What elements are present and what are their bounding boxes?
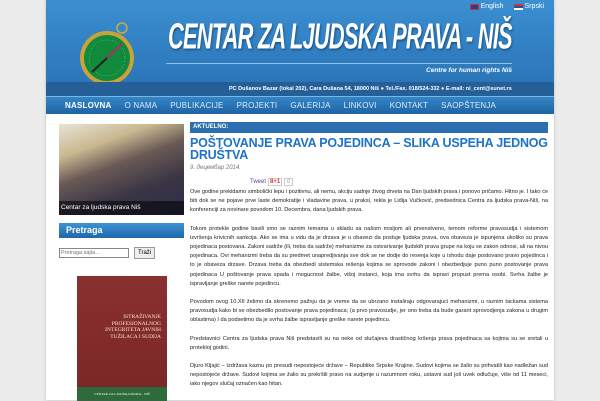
book-title: ISTRAŽIVANJE PROFESIONALNOG INTEGRITETA JAVNIH TUŽILACA I SUDIJA — [105, 314, 161, 340]
article-body — [190, 188, 548, 390]
page-container — [46, 0, 554, 400]
nav-linkovi[interactable]: LINKOVI — [343, 101, 377, 110]
language-switcher — [470, 3, 544, 10]
serbia-flag-icon — [514, 4, 523, 10]
nav-publikacije[interactable]: PUBLIKACIJE — [170, 101, 224, 110]
divider — [166, 63, 512, 64]
paragraph: Predstavnici Centra za ljudska prava Niš predstavili su na neke od slučajeva drastičnog kršenja prava pojedinaca sa kojima su se sretali u protekloj godini. — [190, 335, 548, 351]
contact-bar: PC Dušanov Bazar (lokal 202), Cara Dušana 54, 18000 Niš ● Tel./Fax. 018/524-332 ● E-mail: ni_cent@eunet.rs — [46, 82, 554, 96]
search-input[interactable] — [59, 248, 129, 258]
site-header — [46, 0, 554, 96]
google-plus-button[interactable]: 8+1 — [270, 179, 281, 185]
photo-caption: Centar za ljudska prava Niš — [59, 201, 184, 215]
section-label: AKTUELNO: — [190, 122, 548, 133]
uk-flag-icon — [470, 4, 479, 10]
sidebar — [59, 124, 184, 401]
search-form — [59, 247, 184, 259]
paragraph: Ove godine prekidamo simbolički lepu i pozitivnu, ali nemu, akciju sadnje živog drveta na Dan ljudskih prava i ponovo pričamo. Hitno je. I tako će biti dok se ne pojave prve laste demokratije i vladavine prava, u praksi, rekla je Lidija Vučković, predsednica Centra za ljudska prava-Niš, na konferenciji za novinare povodom 10. Decembra, dana ljudskih prava. — [190, 189, 548, 214]
article — [190, 122, 548, 399]
nav-kontakt[interactable]: KONTAKT — [389, 101, 429, 110]
lang-label: English — [480, 3, 504, 10]
tweet-button[interactable]: Tweet — [250, 179, 267, 185]
lang-english[interactable] — [470, 3, 504, 10]
lang-serbian[interactable] — [514, 3, 544, 10]
site-title: CENTAR ZA LJUDSKA PRAVA - NIŠ — [168, 16, 512, 57]
featured-photo[interactable] — [59, 124, 184, 215]
paragraph: Povodom ovog 10.XII želimo da skrenemo pažnju da je vreme da se ubrzano instaliraju odgovarajuci mehanizmi, u raznim tackama sistema pravosudja kako bi se obezbedilo postovanje prava pojedinaca; (a prvo pravosudje, jer ono treba da bude garant sprovodjenja zakona u drugim oblastima) I da podsetimo da je svrha žalbe ispravljanje greške narete pojedincu. — [190, 299, 548, 324]
google-plus-count: 0 — [284, 178, 293, 186]
social-buttons — [250, 178, 548, 186]
nav-naslovna[interactable]: NASLOVNA — [65, 101, 112, 110]
paragraph: Djuro Kljajić – Izdržava kaznu po presudi nepostojeće države – Republike Srpske Krajine. Sudovi kojima se žalio su prihvatili kao nadležan sud nepostojeće države. Sudovi kojima se žalio su prekršili pravo na sudjenje u razumnom roku, ustavni sud još uvek odlučuje, više od 11 meseci, iako njegov slučaj označen kao hitan. — [190, 363, 548, 388]
nav-saopstenja[interactable]: SAOPŠTENJA — [441, 101, 497, 110]
main-nav — [46, 96, 554, 114]
compass-logo-icon[interactable] — [78, 20, 136, 86]
paragraph: Tokom protekle godine bavili smo se raznim temama u skladu sa našom misljom ali prvenstveno, temom reforme pravosudja i sistemom izvršenja krivicnih sankcija. Ako se ima u vidu da je drzava je u obavezi da postuje ljudska prava, ova obaveza je ispunjena ukoliko su prava pojedinaca postovana. Zakoni sadrže (ili, treba da sadrže) mehanizme za ostvarivanje ljudskih prava grupe na koju se zakon odnosi, ali na nivou pojedinaca. Ovi mehanizmi treba da su predmet unapredjivanja sve dok se ne dodje do resenja koje u ishodu daje postovano pravo pojedinca i to je obaveza drzave. Drzava treba da obezbedi sistemska rešenja kojima se sprovode zakoni i obezbedjuje puno puno postovanje prava pojedinaca U poštovanje prava spada i mogucnost žalbe, višoj instanci, koja ima svrhu da ispravi propust prema osobi. Svrha žalbe je ispravljanje greške narete pojedincu. — [190, 225, 548, 287]
site-subtitle: Centre for human rights Niš — [426, 67, 512, 74]
search-button[interactable]: Traži — [134, 247, 155, 259]
nav-o-nama[interactable]: O NAMA — [124, 101, 158, 110]
nav-projekti[interactable]: PROJEKTI — [236, 101, 278, 110]
search-heading: Pretraga — [59, 223, 184, 238]
article-date: 9. децембар 2014. — [190, 165, 241, 171]
nav-galerija[interactable]: GALERIJA — [290, 101, 331, 110]
lang-label: Srpski — [524, 3, 544, 10]
book-footer: CENTAR ZA LJUDSKA PRAVA - NIŠ — [77, 387, 167, 401]
book-cover-banner[interactable] — [77, 276, 167, 401]
article-headline[interactable]: POŠTOVANJE PRAVA POJEDINCA – SLIKA USPEHA JEDNOG DRUŠTVA — [190, 136, 548, 162]
